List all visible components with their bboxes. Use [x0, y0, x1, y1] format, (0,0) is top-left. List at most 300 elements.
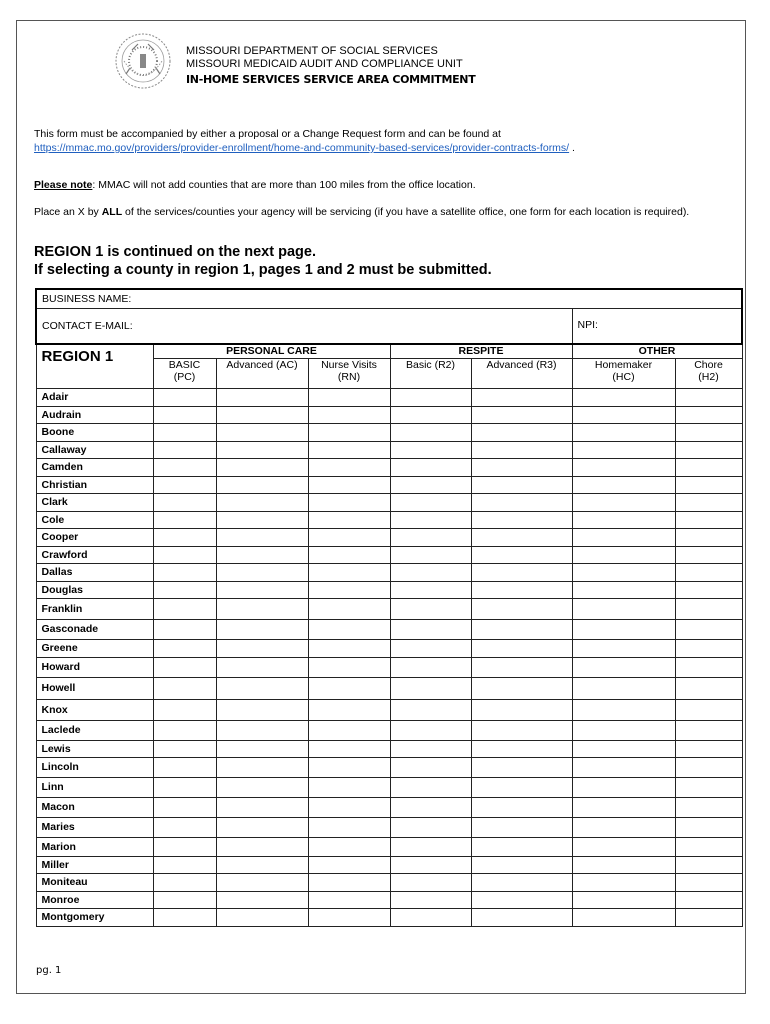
- column-header: [572, 358, 675, 388]
- service-checkbox-cell[interactable]: [390, 891, 471, 908]
- service-checkbox-cell[interactable]: [572, 757, 675, 777]
- service-checkbox-cell[interactable]: [572, 699, 675, 720]
- service-checkbox-cell[interactable]: [153, 677, 216, 699]
- county-name: Audrain: [36, 406, 153, 423]
- service-checkbox-cell[interactable]: [675, 740, 742, 757]
- service-checkbox-cell[interactable]: [390, 740, 471, 757]
- service-checkbox-cell[interactable]: [153, 891, 216, 908]
- service-checkbox-cell[interactable]: [153, 797, 216, 817]
- table-row: [36, 677, 742, 699]
- service-checkbox-cell[interactable]: [675, 528, 742, 546]
- table-row: [36, 740, 742, 757]
- service-checkbox-cell[interactable]: [675, 856, 742, 873]
- column-header-line1: Basic (R2): [405, 358, 455, 371]
- service-checkbox-cell[interactable]: [216, 619, 308, 639]
- instructions-pre: Place an X by: [34, 206, 102, 218]
- table-row: [36, 546, 742, 563]
- service-checkbox-cell[interactable]: [308, 720, 390, 740]
- column-header: [390, 358, 471, 388]
- service-checkbox-cell[interactable]: [471, 581, 572, 598]
- service-checkbox-cell[interactable]: [471, 777, 572, 797]
- county-name: Greene: [36, 639, 153, 657]
- service-checkbox-cell[interactable]: [572, 406, 675, 423]
- service-checkbox-cell[interactable]: [153, 441, 216, 458]
- unit-name: MISSOURI MEDICAID AUDIT AND COMPLIANCE UNIT: [186, 58, 463, 70]
- column-header-line2: (RN): [337, 370, 361, 383]
- service-checkbox-cell[interactable]: [308, 856, 390, 873]
- county-name: Cole: [36, 511, 153, 528]
- service-checkbox-cell[interactable]: [216, 528, 308, 546]
- county-name: Howell: [36, 677, 153, 699]
- service-checkbox-cell[interactable]: [390, 797, 471, 817]
- service-checkbox-cell[interactable]: [153, 817, 216, 837]
- county-name: Monroe: [36, 891, 153, 908]
- service-checkbox-cell[interactable]: [216, 388, 308, 406]
- note-text: : MMAC will not add counties that are more than 100 miles from the office location.: [92, 179, 476, 191]
- service-checkbox-cell[interactable]: [308, 563, 390, 581]
- service-checkbox-cell[interactable]: [572, 740, 675, 757]
- service-checkbox-cell[interactable]: [471, 563, 572, 581]
- service-checkbox-cell[interactable]: [308, 423, 390, 441]
- service-checkbox-cell[interactable]: [216, 598, 308, 619]
- service-checkbox-cell[interactable]: [471, 598, 572, 619]
- service-checkbox-cell[interactable]: [216, 423, 308, 441]
- service-checkbox-cell[interactable]: [471, 873, 572, 891]
- service-checkbox-cell[interactable]: [390, 639, 471, 657]
- county-name: Gasconade: [36, 619, 153, 639]
- service-checkbox-cell[interactable]: [471, 639, 572, 657]
- service-checkbox-cell[interactable]: [572, 797, 675, 817]
- service-checkbox-cell[interactable]: [216, 511, 308, 528]
- service-checkbox-cell[interactable]: [572, 817, 675, 837]
- service-checkbox-cell[interactable]: [390, 581, 471, 598]
- service-checkbox-cell[interactable]: [572, 777, 675, 797]
- column-header-line2: (PC): [173, 370, 196, 383]
- service-checkbox-cell[interactable]: [216, 546, 308, 563]
- county-name: Macon: [36, 797, 153, 817]
- column-header-line1: Nurse Visits: [321, 358, 377, 371]
- service-checkbox-cell[interactable]: [390, 619, 471, 639]
- table-row: [36, 441, 742, 458]
- service-checkbox-cell[interactable]: [216, 493, 308, 511]
- service-checkbox-cell[interactable]: [216, 406, 308, 423]
- service-checkbox-cell[interactable]: [216, 720, 308, 740]
- service-checkbox-cell[interactable]: [216, 856, 308, 873]
- service-checkbox-cell[interactable]: [308, 581, 390, 598]
- column-header-line1: Homemaker: [594, 358, 653, 371]
- service-checkbox-cell[interactable]: [308, 757, 390, 777]
- service-checkbox-cell[interactable]: [390, 908, 471, 926]
- page-title: IN-HOME SERVICES SERVICE AREA COMMITMENT: [186, 73, 476, 86]
- service-checkbox-cell[interactable]: [675, 598, 742, 619]
- service-checkbox-cell[interactable]: [390, 720, 471, 740]
- county-name: Dallas: [36, 563, 153, 581]
- npi-field[interactable]: [572, 308, 742, 344]
- service-checkbox-cell[interactable]: [572, 720, 675, 740]
- service-checkbox-cell[interactable]: [572, 891, 675, 908]
- county-name: Montgomery: [36, 908, 153, 926]
- service-checkbox-cell[interactable]: [153, 581, 216, 598]
- service-checkbox-cell[interactable]: [471, 757, 572, 777]
- service-checkbox-cell[interactable]: [153, 856, 216, 873]
- service-checkbox-cell[interactable]: [308, 740, 390, 757]
- table-row: [36, 797, 742, 817]
- service-checkbox-cell[interactable]: [572, 677, 675, 699]
- service-checkbox-cell[interactable]: [675, 639, 742, 657]
- service-checkbox-cell[interactable]: [390, 699, 471, 720]
- service-checkbox-cell[interactable]: [390, 757, 471, 777]
- service-checkbox-cell[interactable]: [572, 511, 675, 528]
- service-checkbox-cell[interactable]: [308, 797, 390, 817]
- service-checkbox-cell[interactable]: [572, 581, 675, 598]
- service-checkbox-cell[interactable]: [471, 740, 572, 757]
- column-header: [675, 358, 742, 388]
- service-checkbox-cell[interactable]: [308, 777, 390, 797]
- service-checkbox-cell[interactable]: [471, 441, 572, 458]
- service-checkbox-cell[interactable]: [471, 511, 572, 528]
- service-checkbox-cell[interactable]: [308, 699, 390, 720]
- service-checkbox-cell[interactable]: [572, 493, 675, 511]
- service-checkbox-cell[interactable]: [471, 423, 572, 441]
- service-checkbox-cell[interactable]: [216, 699, 308, 720]
- service-checkbox-cell[interactable]: [471, 699, 572, 720]
- service-checkbox-cell[interactable]: [675, 619, 742, 639]
- service-checkbox-cell[interactable]: [216, 657, 308, 677]
- table-row: [36, 458, 742, 476]
- service-checkbox-cell[interactable]: [308, 598, 390, 619]
- service-checkbox-cell[interactable]: [390, 441, 471, 458]
- service-checkbox-cell[interactable]: [390, 856, 471, 873]
- forms-link[interactable]: https://mmac.mo.gov/providers/provider-enrollment/home-and-community-based-services/provider-contracts-forms/: [34, 142, 570, 154]
- service-checkbox-cell[interactable]: [308, 657, 390, 677]
- instructions-post: of the services/counties your agency will be servicing (if you have a satellite office, one form for each location is required).: [122, 206, 690, 218]
- table-row: [36, 891, 742, 908]
- intro-suffix: .: [569, 142, 575, 154]
- service-checkbox-cell[interactable]: [471, 619, 572, 639]
- county-name: Linn: [36, 777, 153, 797]
- service-checkbox-cell[interactable]: [390, 837, 471, 856]
- service-checkbox-cell[interactable]: [471, 458, 572, 476]
- service-area-table: [35, 288, 743, 927]
- table-row: [36, 908, 742, 926]
- service-checkbox-cell[interactable]: [390, 423, 471, 441]
- service-checkbox-cell[interactable]: [153, 493, 216, 511]
- service-checkbox-cell[interactable]: [216, 458, 308, 476]
- table-row: [36, 563, 742, 581]
- county-name: Maries: [36, 817, 153, 837]
- business-name-field[interactable]: [36, 289, 742, 308]
- service-checkbox-cell[interactable]: [153, 619, 216, 639]
- service-checkbox-cell[interactable]: [308, 546, 390, 563]
- county-name: Christian: [36, 476, 153, 493]
- service-checkbox-cell[interactable]: [572, 458, 675, 476]
- table-row: [36, 598, 742, 619]
- service-checkbox-cell[interactable]: [153, 458, 216, 476]
- instructions-bold: ALL: [101, 206, 123, 218]
- service-checkbox-cell[interactable]: [216, 740, 308, 757]
- service-checkbox-cell[interactable]: [390, 873, 471, 891]
- service-checkbox-cell[interactable]: [153, 563, 216, 581]
- service-checkbox-cell[interactable]: [390, 406, 471, 423]
- service-checkbox-cell[interactable]: [308, 476, 390, 493]
- service-checkbox-cell[interactable]: [471, 406, 572, 423]
- table-row: [36, 388, 742, 406]
- column-header-line1: Advanced (AC): [226, 358, 298, 371]
- region-notice-line2: If selecting a county in region 1, pages 1 and 2 must be submitted.: [34, 262, 492, 278]
- county-name: Lewis: [36, 740, 153, 757]
- service-checkbox-cell[interactable]: [675, 908, 742, 926]
- county-name: Lincoln: [36, 757, 153, 777]
- county-name: Marion: [36, 837, 153, 856]
- service-checkbox-cell[interactable]: [153, 908, 216, 926]
- service-checkbox-cell[interactable]: [675, 581, 742, 598]
- service-checkbox-cell[interactable]: [308, 837, 390, 856]
- service-checkbox-cell[interactable]: [308, 528, 390, 546]
- service-checkbox-cell[interactable]: [572, 528, 675, 546]
- column-header: [471, 358, 572, 388]
- table-row: [36, 777, 742, 797]
- county-name: Camden: [36, 458, 153, 476]
- service-checkbox-cell[interactable]: [471, 817, 572, 837]
- service-checkbox-cell[interactable]: [308, 493, 390, 511]
- service-checkbox-cell[interactable]: [216, 777, 308, 797]
- service-checkbox-cell[interactable]: [216, 677, 308, 699]
- table-row: [36, 720, 742, 740]
- table-row: [36, 837, 742, 856]
- service-checkbox-cell[interactable]: [216, 908, 308, 926]
- service-checkbox-cell[interactable]: [675, 797, 742, 817]
- service-checkbox-cell[interactable]: [390, 388, 471, 406]
- service-checkbox-cell[interactable]: [572, 441, 675, 458]
- service-checkbox-cell[interactable]: [675, 873, 742, 891]
- service-checkbox-cell[interactable]: [308, 388, 390, 406]
- column-header-line1: Advanced (R3): [486, 358, 557, 371]
- service-checkbox-cell[interactable]: [675, 720, 742, 740]
- service-checkbox-cell[interactable]: [216, 817, 308, 837]
- service-checkbox-cell[interactable]: [153, 777, 216, 797]
- service-checkbox-cell[interactable]: [675, 563, 742, 581]
- county-name: Knox: [36, 699, 153, 720]
- service-checkbox-cell[interactable]: [471, 388, 572, 406]
- service-checkbox-cell[interactable]: [390, 493, 471, 511]
- service-checkbox-cell[interactable]: [308, 639, 390, 657]
- county-name: Boone: [36, 423, 153, 441]
- service-checkbox-cell[interactable]: [675, 657, 742, 677]
- table-row: [36, 657, 742, 677]
- county-name: Clark: [36, 493, 153, 511]
- group-other: OTHER: [572, 344, 742, 358]
- service-checkbox-cell[interactable]: [390, 777, 471, 797]
- service-checkbox-cell[interactable]: [675, 493, 742, 511]
- service-checkbox-cell[interactable]: [216, 873, 308, 891]
- intro-paragraph: [34, 127, 694, 155]
- table-row: [36, 511, 742, 528]
- service-checkbox-cell[interactable]: [471, 476, 572, 493]
- department-name: MISSOURI DEPARTMENT OF SOCIAL SERVICES: [186, 45, 438, 57]
- service-checkbox-cell[interactable]: [471, 891, 572, 908]
- contact-email-field[interactable]: [36, 308, 572, 344]
- service-checkbox-cell[interactable]: [572, 476, 675, 493]
- service-checkbox-cell[interactable]: [675, 476, 742, 493]
- service-checkbox-cell[interactable]: [572, 837, 675, 856]
- service-checkbox-cell[interactable]: [471, 797, 572, 817]
- service-checkbox-cell[interactable]: [675, 423, 742, 441]
- service-checkbox-cell[interactable]: [471, 720, 572, 740]
- service-checkbox-cell[interactable]: [572, 619, 675, 639]
- county-name: Moniteau: [36, 873, 153, 891]
- service-checkbox-cell[interactable]: [308, 511, 390, 528]
- service-checkbox-cell[interactable]: [572, 563, 675, 581]
- service-checkbox-cell[interactable]: [471, 677, 572, 699]
- county-name: Franklin: [36, 598, 153, 619]
- service-checkbox-cell[interactable]: [675, 441, 742, 458]
- service-checkbox-cell[interactable]: [308, 908, 390, 926]
- document-header: [186, 45, 475, 86]
- service-checkbox-cell[interactable]: [471, 908, 572, 926]
- region-label: REGION 1: [36, 344, 153, 388]
- service-checkbox-cell[interactable]: [675, 406, 742, 423]
- service-checkbox-cell[interactable]: [675, 777, 742, 797]
- service-checkbox-cell[interactable]: [572, 639, 675, 657]
- service-checkbox-cell[interactable]: [471, 493, 572, 511]
- service-checkbox-cell[interactable]: [390, 598, 471, 619]
- service-checkbox-cell[interactable]: [153, 740, 216, 757]
- service-checkbox-cell[interactable]: [572, 856, 675, 873]
- please-note: [34, 179, 476, 191]
- service-checkbox-cell[interactable]: [471, 528, 572, 546]
- service-checkbox-cell[interactable]: [572, 598, 675, 619]
- table-row: [36, 757, 742, 777]
- service-checkbox-cell[interactable]: [572, 873, 675, 891]
- group-personal-care: PERSONAL CARE: [153, 344, 390, 358]
- service-checkbox-cell[interactable]: [390, 476, 471, 493]
- table-row: [36, 423, 742, 441]
- service-checkbox-cell[interactable]: [153, 423, 216, 441]
- service-checkbox-cell[interactable]: [216, 639, 308, 657]
- service-checkbox-cell[interactable]: [675, 757, 742, 777]
- service-checkbox-cell[interactable]: [308, 441, 390, 458]
- intro-text: This form must be accompanied by either a proposal or a Change Request form and can be found at: [34, 128, 501, 140]
- service-checkbox-cell[interactable]: [390, 546, 471, 563]
- service-checkbox-cell[interactable]: [572, 546, 675, 563]
- service-checkbox-cell[interactable]: [153, 699, 216, 720]
- service-checkbox-cell[interactable]: [308, 619, 390, 639]
- service-checkbox-cell[interactable]: [153, 720, 216, 740]
- service-checkbox-cell[interactable]: [675, 677, 742, 699]
- service-checkbox-cell[interactable]: [675, 837, 742, 856]
- service-checkbox-cell[interactable]: [153, 388, 216, 406]
- table-row: [36, 619, 742, 639]
- county-name: Cooper: [36, 528, 153, 546]
- service-checkbox-cell[interactable]: [153, 546, 216, 563]
- region-notice: [34, 243, 492, 279]
- service-checkbox-cell[interactable]: [572, 423, 675, 441]
- service-checkbox-cell[interactable]: [471, 657, 572, 677]
- service-checkbox-cell[interactable]: [308, 817, 390, 837]
- table-row: [36, 493, 742, 511]
- service-checkbox-cell[interactable]: [153, 837, 216, 856]
- service-checkbox-cell[interactable]: [308, 677, 390, 699]
- service-checkbox-cell[interactable]: [471, 856, 572, 873]
- table-row: [36, 699, 742, 720]
- contact-email-label: CONTACT E-MAIL:: [42, 319, 133, 332]
- table-row: [36, 873, 742, 891]
- service-checkbox-cell[interactable]: [390, 817, 471, 837]
- service-checkbox-cell[interactable]: [471, 837, 572, 856]
- service-checkbox-cell[interactable]: [216, 757, 308, 777]
- column-header-line2: (H2): [698, 370, 719, 383]
- service-checkbox-cell[interactable]: [153, 511, 216, 528]
- service-checkbox-cell[interactable]: [216, 476, 308, 493]
- service-checkbox-cell[interactable]: [153, 476, 216, 493]
- column-header: [216, 358, 308, 388]
- service-checkbox-cell[interactable]: [390, 677, 471, 699]
- business-name-label: BUSINESS NAME:: [42, 292, 132, 305]
- service-checkbox-cell[interactable]: [216, 441, 308, 458]
- service-checkbox-cell[interactable]: [216, 563, 308, 581]
- service-checkbox-cell[interactable]: [153, 598, 216, 619]
- service-checkbox-cell[interactable]: [675, 817, 742, 837]
- service-checkbox-cell[interactable]: [675, 699, 742, 720]
- service-checkbox-cell[interactable]: [216, 837, 308, 856]
- service-checkbox-cell[interactable]: [308, 458, 390, 476]
- table-row: [36, 639, 742, 657]
- service-checkbox-cell[interactable]: [153, 757, 216, 777]
- service-checkbox-cell[interactable]: [153, 657, 216, 677]
- service-checkbox-cell[interactable]: [216, 797, 308, 817]
- service-checkbox-cell[interactable]: [390, 458, 471, 476]
- table-row: [36, 856, 742, 873]
- table-row: [36, 476, 742, 493]
- group-respite: RESPITE: [390, 344, 572, 358]
- service-checkbox-cell[interactable]: [471, 546, 572, 563]
- instructions: [34, 205, 694, 219]
- service-checkbox-cell[interactable]: [390, 511, 471, 528]
- service-checkbox-cell[interactable]: [572, 908, 675, 926]
- county-name: Douglas: [36, 581, 153, 598]
- table-row: [36, 581, 742, 598]
- service-checkbox-cell[interactable]: [153, 528, 216, 546]
- table-row: [36, 406, 742, 423]
- service-checkbox-cell[interactable]: [675, 388, 742, 406]
- service-checkbox-cell[interactable]: [572, 657, 675, 677]
- service-checkbox-cell[interactable]: [390, 657, 471, 677]
- service-checkbox-cell[interactable]: [216, 581, 308, 598]
- county-name: Howard: [36, 657, 153, 677]
- county-name: Laclede: [36, 720, 153, 740]
- service-checkbox-cell[interactable]: [675, 891, 742, 908]
- state-seal-icon: [114, 30, 172, 92]
- service-checkbox-cell[interactable]: [153, 873, 216, 891]
- service-checkbox-cell[interactable]: [675, 546, 742, 563]
- county-name: Crawford: [36, 546, 153, 563]
- npi-label: NPI:: [577, 318, 598, 331]
- column-header: [153, 358, 216, 388]
- column-header: [308, 358, 390, 388]
- service-checkbox-cell[interactable]: [675, 511, 742, 528]
- service-checkbox-cell[interactable]: [572, 388, 675, 406]
- service-checkbox-cell[interactable]: [153, 406, 216, 423]
- service-checkbox-cell[interactable]: [308, 406, 390, 423]
- service-checkbox-cell[interactable]: [390, 563, 471, 581]
- column-header-line2: (HC): [612, 370, 635, 383]
- service-checkbox-cell[interactable]: [308, 873, 390, 891]
- service-checkbox-cell[interactable]: [308, 891, 390, 908]
- service-checkbox-cell[interactable]: [675, 458, 742, 476]
- service-checkbox-cell[interactable]: [216, 891, 308, 908]
- service-checkbox-cell[interactable]: [390, 528, 471, 546]
- service-checkbox-cell[interactable]: [153, 639, 216, 657]
